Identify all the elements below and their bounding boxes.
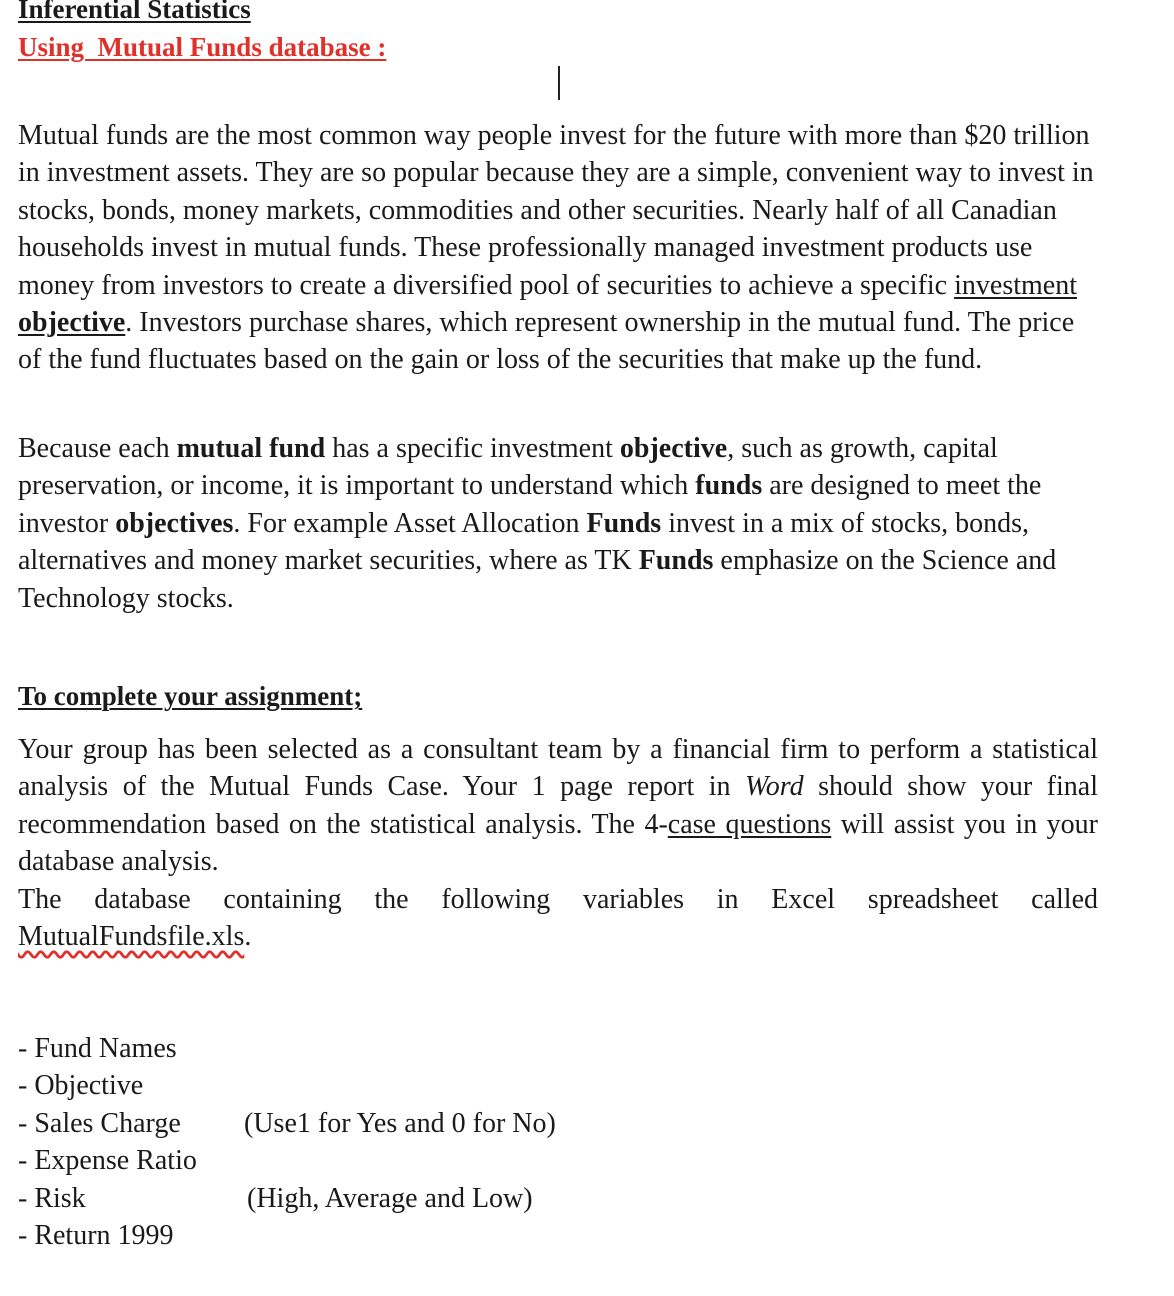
text-cursor [558,66,560,100]
filename-line [18,918,1098,955]
obj-text-6: invest in a mix of stocks, bonds, alternatives and money market securities, where as TK [18,507,1030,577]
obj-bold-2: objective [619,433,728,464]
obj-text-1: Because each [18,433,177,464]
case-questions-link[interactable]: case questions [667,808,832,840]
variable-label: - Expense Ratio [18,1145,197,1177]
assign-italic-word: Word [745,771,804,803]
assignment-heading: To complete your assignment; [18,681,363,711]
link-text-investment: investment [954,269,1077,301]
variable-label: - Fund Names [18,1033,177,1064]
obj-bold-4: objectives [115,507,234,539]
document-subtitle: Using Mutual Funds database : [18,32,387,62]
intro-text-2: . Investors purchase shares, which represent ownership in the mutual fund. The price of the fund fluctuates based on the gain or loss of the securities that make up the fund. [18,307,1075,376]
list-item [18,1030,197,1067]
link-text-objective: objective [18,307,126,339]
list-item [18,1217,197,1254]
obj-bold-1: mutual fund [176,433,326,464]
variable-note: (Use1 for Yes and 0 for No) [244,1107,556,1139]
variable-label: - Risk [18,1182,86,1214]
list-item [18,1067,197,1104]
assign-text-3: will assist you in your database analysis. [18,808,1098,878]
obj-bold-5: Funds [586,507,662,539]
obj-text-2: has a specific investment [325,433,620,464]
intro-paragraph [18,117,1098,379]
filename-text: MutualFundsfile.xls [18,921,245,952]
filename-suffix: . [244,921,252,952]
variable-label: - Sales Charge [18,1107,181,1139]
variable-list [18,1030,556,1254]
variable-note: (High, Average and Low) [247,1182,533,1214]
obj-text-4: are designed to meet the investor [18,470,1042,539]
intro-text-1: Mutual funds are the most common way people invest for the future with more than $20 trillion in investment assets. They are so popular because they are a simple, convenient way to invest in stocks, bonds, money markets, commodities and other securities. Nearly half of all Canadian households invest in mutual funds. These professionally managed investment products use money from investors to create a diversified pool of securities to achieve a specific [18,120,1094,301]
objectives-paragraph [18,430,1098,617]
list-item [18,1180,533,1217]
variable-label: - Return 1999 [18,1219,174,1251]
list-item [18,1105,556,1142]
list-item [18,1142,197,1179]
database-line: The database containing the following variables in Excel spreadsheet called [18,884,1098,915]
assignment-paragraph [18,731,1098,881]
obj-text-3: , such as growth, capital preservation, or income, it is important to understand which [18,433,998,502]
document-title: Inferential Statistics [18,0,251,24]
obj-text-7: emphasize on the Science and Technology stocks. [18,545,1057,614]
assign-text-1: Your group has been selected as a consultant team by a financial firm to perform a statistical analysis of the Mutual Funds Case. Your 1 page report in [18,734,1098,803]
assign-text-2: should show your final recommendation based on the statistical analysis. The 4- [18,771,1098,840]
obj-text-5: . For example Asset Allocation [233,507,587,539]
obj-bold-3: funds [695,470,763,502]
obj-bold-6: Funds [638,545,714,577]
variable-label: - Objective [18,1070,144,1102]
